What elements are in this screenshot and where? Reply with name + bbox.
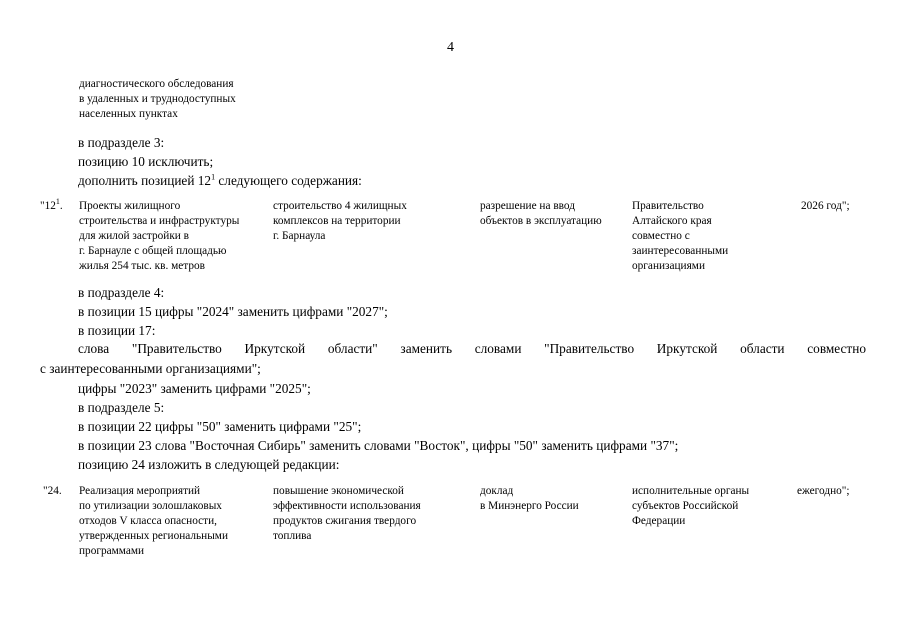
paragraph-replace-words-cont: с заинтересованными организациями"; bbox=[40, 361, 261, 376]
row-col-responsible: исполнительные органы субъектов Российской Федерации bbox=[632, 485, 750, 527]
row-col-document: доклад в Минэнерго России bbox=[480, 485, 579, 512]
continued-table-cell bbox=[79, 77, 236, 122]
row-col-name: Реализация мероприятий по утилизации золошлаковых отходов V класса опасности, утвержденных региональными программами bbox=[79, 485, 229, 557]
row-col-deadline: ежегодно"; bbox=[797, 485, 850, 497]
row-col-deadline: 2026 год"; bbox=[801, 200, 850, 212]
paragraph-subsection-3: в подразделе 3: bbox=[78, 135, 165, 150]
row-col-document: разрешение на ввод объектов в эксплуатацию bbox=[480, 200, 602, 227]
row-col-responsible: Правительство Алтайского края совместно с заинтересованными организациями bbox=[632, 200, 729, 272]
row-col-result: строительство 4 жилищных комплексов на территории г. Барнаула bbox=[273, 200, 407, 242]
paragraph-subsection-4: в подразделе 4: bbox=[78, 285, 165, 300]
page-number: 4 bbox=[447, 40, 454, 55]
paragraph-add-position: дополнить позицией $12^1$ следующего содержания: bbox=[78, 172, 362, 188]
paragraph-subsection-5: в подразделе 5: bbox=[78, 400, 165, 415]
cell-line: населенных пунктах bbox=[79, 108, 178, 120]
paragraph-position-15: в позиции 15 цифры "2024" заменить цифрами "2027"; bbox=[78, 304, 388, 319]
paragraph-position-22: в позиции 22 цифры "50" заменить цифрами "25"; bbox=[78, 419, 362, 434]
row-number: "$12^1$. bbox=[40, 197, 63, 212]
paragraph-replace-words: слова "Правительство Иркутской области" заменить словами "Правительство Иркутской области совместно bbox=[78, 341, 866, 356]
paragraph-exclude-10: позицию 10 исключить; bbox=[78, 154, 214, 169]
cell-line: в удаленных и труднодоступных bbox=[79, 93, 236, 105]
paragraph-position-24: позицию 24 изложить в следующей редакции: bbox=[78, 457, 340, 472]
paragraph-position-23: в позиции 23 слова "Восточная Сибирь" заменить словами "Восток", цифры "50" заменить цифрами "37"; bbox=[78, 438, 679, 453]
row-number: "24. bbox=[43, 485, 62, 497]
row-col-result: повышение экономической эффективности использования продуктов сжигания твердого топлива bbox=[273, 485, 421, 542]
cell-line: диагностического обследования bbox=[79, 78, 234, 90]
paragraph-digits-2023: цифры "2023" заменить цифрами "2025"; bbox=[78, 381, 311, 396]
paragraph-position-17: в позиции 17: bbox=[78, 323, 156, 338]
row-col-name: Проекты жилищного строительства и инфраструктуры для жилой застройки в г. Барнауле с общей площадью жилья 254 тыс. кв. метров bbox=[79, 200, 240, 272]
